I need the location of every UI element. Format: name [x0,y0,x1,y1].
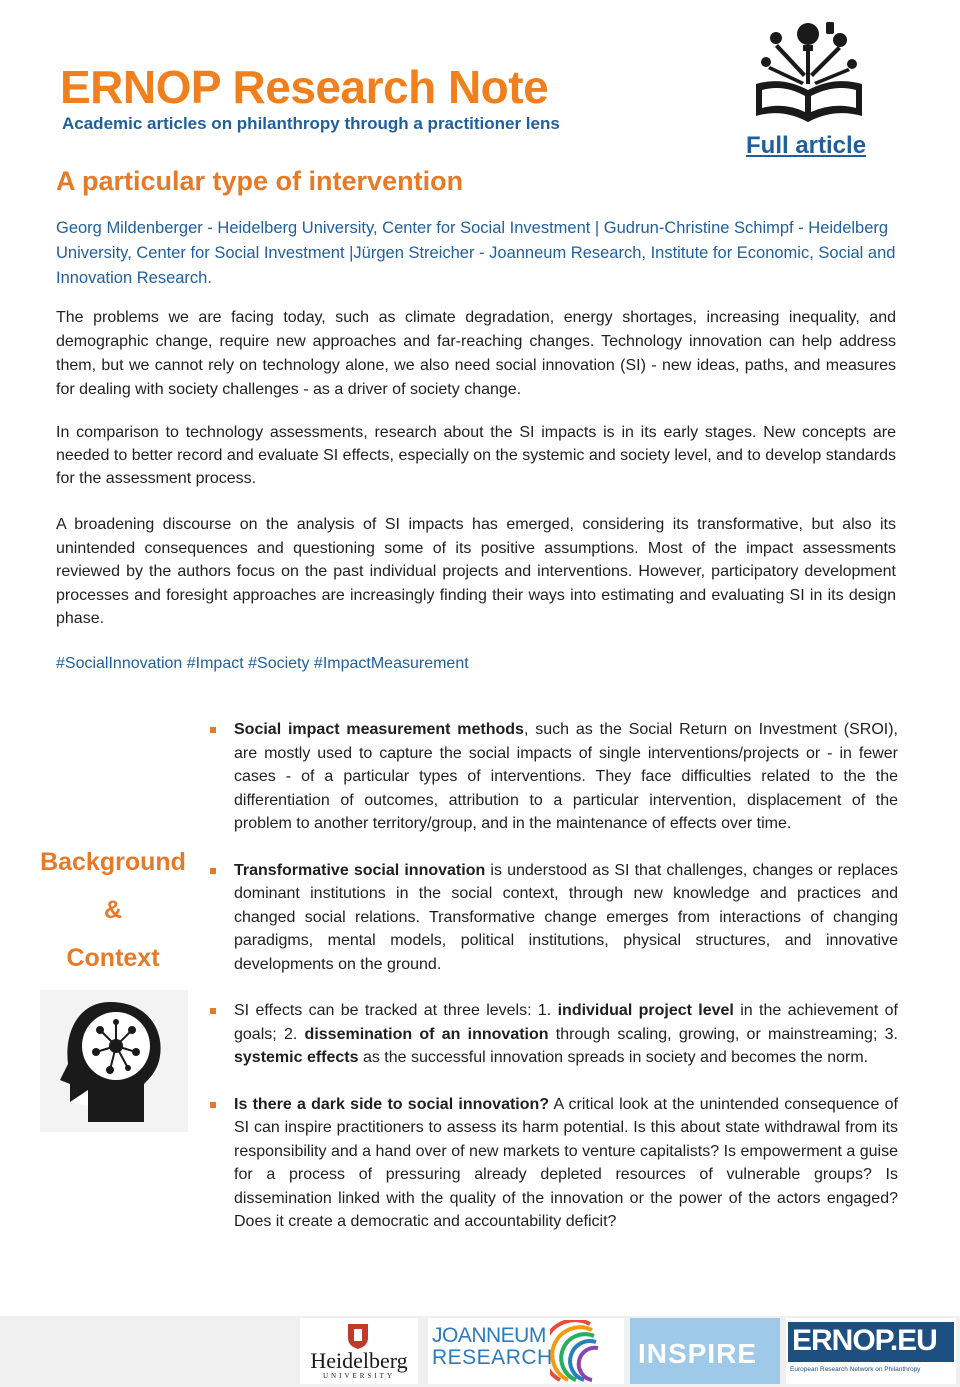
joanneum-arcs-icon [550,1320,622,1382]
discourse-paragraph: A broadening discourse on the analysis of SI impacts has emerged, considering its transformative, but also its unintended consequences and questioning some of its positive assumptions. Most of the impact assessments reviewed by the authors focus on the past individual projects and interventions. However, participatory development processes and foresight approaches are increasingly finding their ways into estimating and evaluating SI in its design phase. [56,516,896,627]
list-item: Social impact measurement methods, such as the Social Return on Investment (SROI), are mostly used to capture the social impacts of single interventions/projects or - in fewer cases - of a particular types of interventions. They face difficulties related to the the differentiation of outcomes, attribution to a particular intervention, displacement of the problem to another territory/group, and in the maintenance of effects over time. [234,718,898,836]
book-lightbulb-icon [748,12,870,130]
list-item: SI effects can be tracked at three levels: 1. individual project level in the achievement of goals; 2. dissemination of an innovation through scaling, growing, or mainstreaming; 3. systemic effects as the successful innovation spreads in society and becomes the norm. [234,999,898,1070]
list-item: Transformative social innovation is understood as SI that challenges, changes or replaces dominant institutions in the social context, through new knowledge and practices and changed social relations. Transformative change emerges from interactions of changing paradigms, mental models, political institutions, physical structures, and innovative developments on the ground. [234,859,898,977]
sidebar-label-ampersand: & [103,896,123,924]
full-article-link[interactable]: Full article [746,132,867,159]
hashtags: #SocialInnovation #Impact #Society #ImpactMeasurement [56,655,469,672]
bullet-square-icon [210,727,216,733]
bullet-square-icon [210,868,216,874]
head-network-icon [40,990,188,1132]
bullet-square-icon [210,1102,216,1108]
intro-paragraph: The problems we are facing today, such as climate degradation, energy shortages, increasing inequality, and demographic change, require new approaches and far-reaching changes. Technology innovation can help address them, but we cannot rely on technology alone, we also need social innovation (SI) - new ideas, paths, and measures for dealing with society challenges - as a driver of society change. [56,309,896,398]
key-points-list [234,718,898,1257]
heidelberg-logo: Heidelberg UNIVERSITY [300,1318,418,1384]
brand-subtitle: Academic articles on philanthropy through a practitioner lens [62,114,560,133]
brand-title: ERNOP Research Note [60,61,549,113]
ernop-logo: ERNOP.EU European Research Network on Philanthropy [786,1318,956,1384]
authors-line: Georg Mildenberger - Heidelberg University, Center for Social Investment | Gudrun-Christine Schimpf - Heidelberg University, Center for Social Investment |Jürgen Streicher - Joanneum Research, Institute for Economic, Social and Innovation Research. [56,219,896,287]
comparison-paragraph: In comparison to technology assessments, research about the SI impacts is in its early stages. New concepts are needed to better record and evaluate SI effects, especially on the systemic and society level, and to develop standards for the assessment process. [56,424,896,487]
sidebar-label-background: Background [40,848,186,876]
inspire-logo: INSPIRE [630,1318,780,1384]
list-item: Is there a dark side to social innovation? A critical look at the unintended consequence of SI can inspire practitioners to assess its harm potential. Is this about state withdrawal from its responsibility and a hand over of new markets to venture capitalists? Is empowerment a guise for a process of pressuring already depleted resources of vulnerable groups? Is dissemination linked with the quality of the innovation or the power of the actors engaged? Does it create a democratic and accountability deficit? [234,1093,898,1234]
joanneum-research-logo: JOANNEUM RESEARCH [428,1318,624,1384]
heidelberg-crest-icon [344,1322,372,1350]
article-title: A particular type of intervention [56,166,464,196]
bullet-square-icon [210,1008,216,1014]
sidebar-label-context: Context [66,944,160,972]
